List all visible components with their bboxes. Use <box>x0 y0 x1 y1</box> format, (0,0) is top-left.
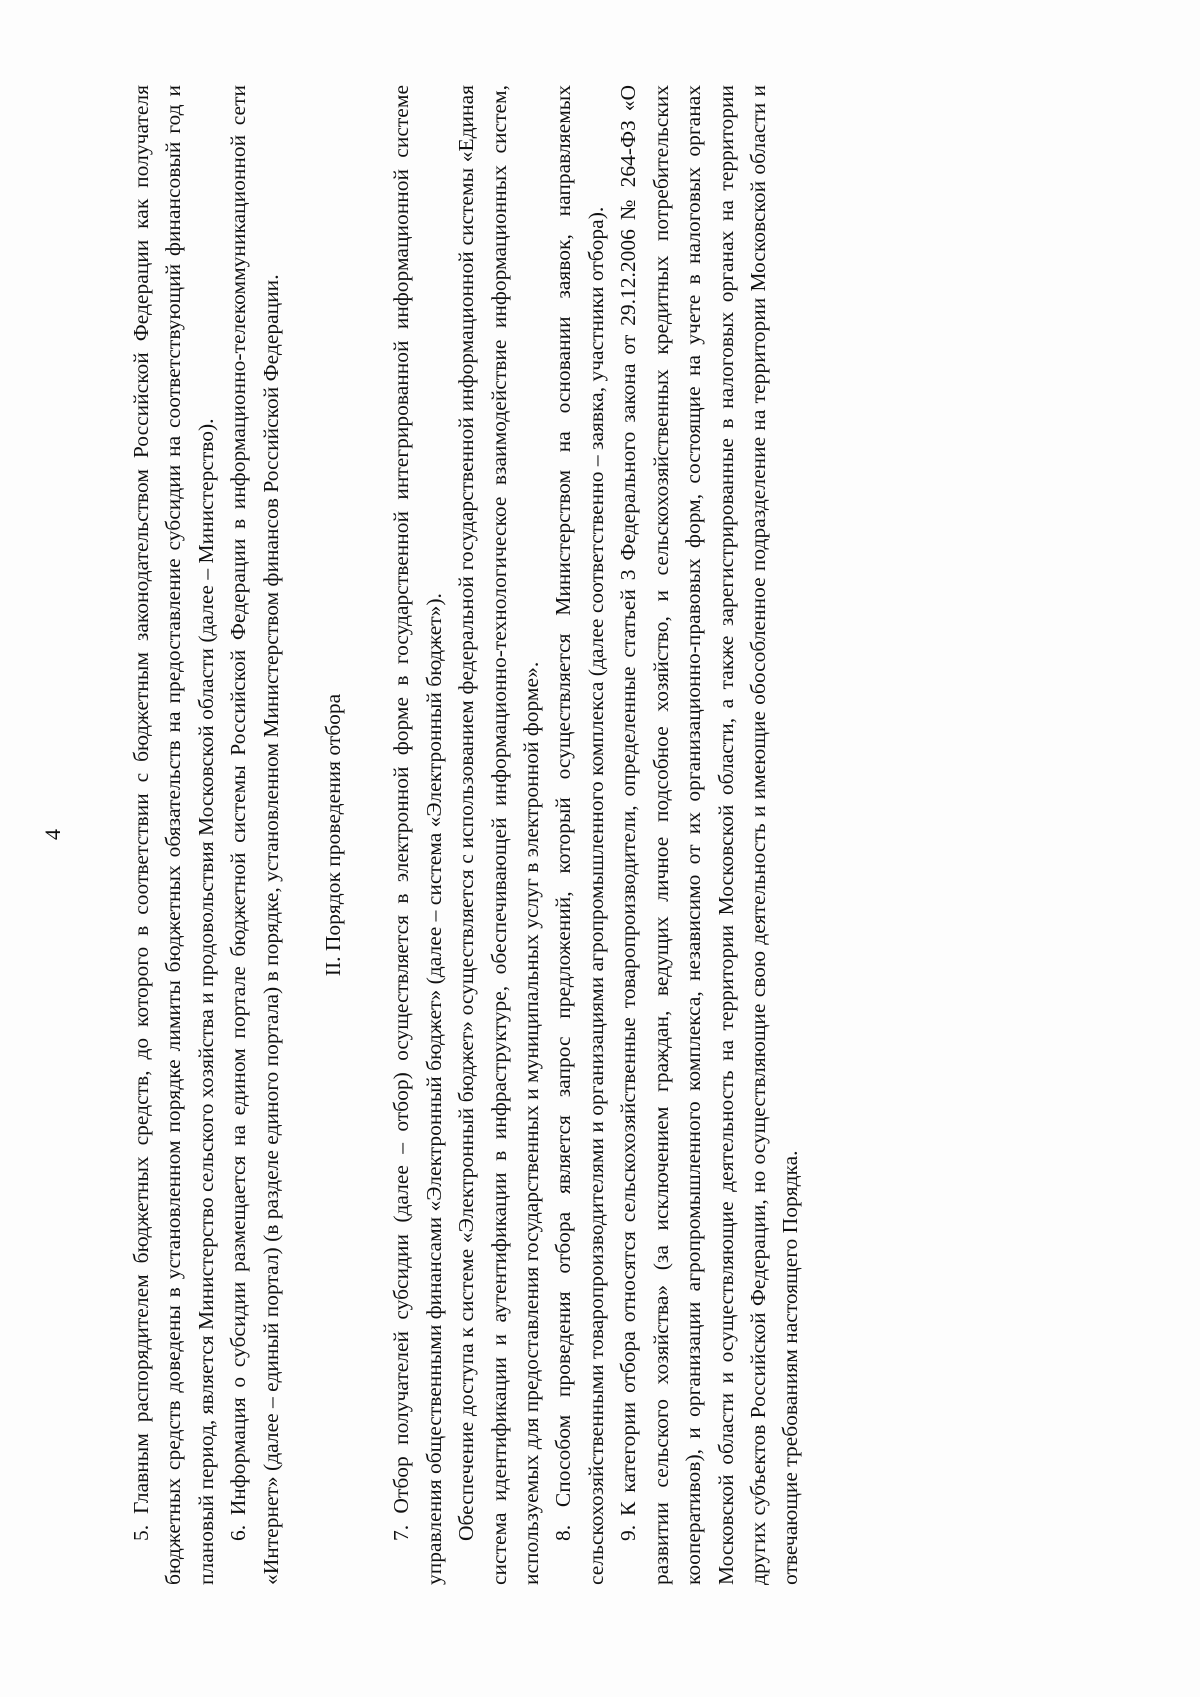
rotated-text-block <box>125 85 1005 1585</box>
section-title: II. Порядок проведения отбора <box>321 693 346 977</box>
paragraph-7-continued: Обеспечение доступа к системе «Электронный бюджет» осуществляется с использованием федеральной государственной информационной системы «Единая система идентификации и аутентификации в инфраструктуре, обеспечивающей информационно-технологическое взаимодействие информационных систем, используемых для предоставления государственных и муниципальных услуг в электронной форме». <box>454 85 544 1585</box>
page-number: 4 <box>40 829 65 840</box>
paragraph-9: 9. К категории отбора относятся сельскохозяйственные товаропроизводители, определенные статьей 3 Федерального закона от 29.12.2006 № 264-ФЗ «О развитии сельского хозяйства» (за исключением граждан, ведущих личное подсобное хозяйство, и сельскохозяйственных кредитных потребительских кооперативов), и организации агропромышленного комплекса, независимо от их организационно-правовых форм, состоящие на учете в налоговых органах Московской области и осуществляющие деятельность на территории Московской области, а также зарегистрированные в налоговых органах на территории других субъектов Российской Федерации, но осуществляющие свою деятельность и имеющие обособленное подразделение на территории Московской области и отвечающие требованиям настоящего Порядка. <box>616 85 803 1585</box>
paragraph-6: 6. Информация о субсидии размещается на едином портале бюджетной системы Российской Федерации в информационно-телекоммуникационной сети «Интернет» (далее – единый портал) (в разделе единого портала) в порядке, установленном Министерством финансов Российской Федерации. <box>226 85 283 1585</box>
paragraph-5: 5. Главным распорядителем бюджетных средств, до которого в соответствии с бюджетным законодательством Российской Федерации как получателя бюджетных средств доведены в установленном порядке лимиты бюджетных обязательств на предоставление субсидии на соответствующий финансовый год и плановый период, является Министерство сельского хозяйства и продовольствия Московской области (далее – Министерство). <box>129 85 218 1585</box>
paragraph-7: 7. Отбор получателей субсидии (далее – отбор) осуществляется в электронной форме в государственной интегрированной информационной системе управления общественными финансами «Электронный бюджет» (далее – система «Электронный бюджет»). <box>389 85 446 1585</box>
paragraph-8: 8. Способом проведения отбора является запрос предложений, который осуществляется Министерством на основании заявок, направляемых сельскохозяйственными товаропроизводителями и организациями агропромышленного комплекса (далее соответственно – заявка, участники отбора). <box>551 85 608 1585</box>
